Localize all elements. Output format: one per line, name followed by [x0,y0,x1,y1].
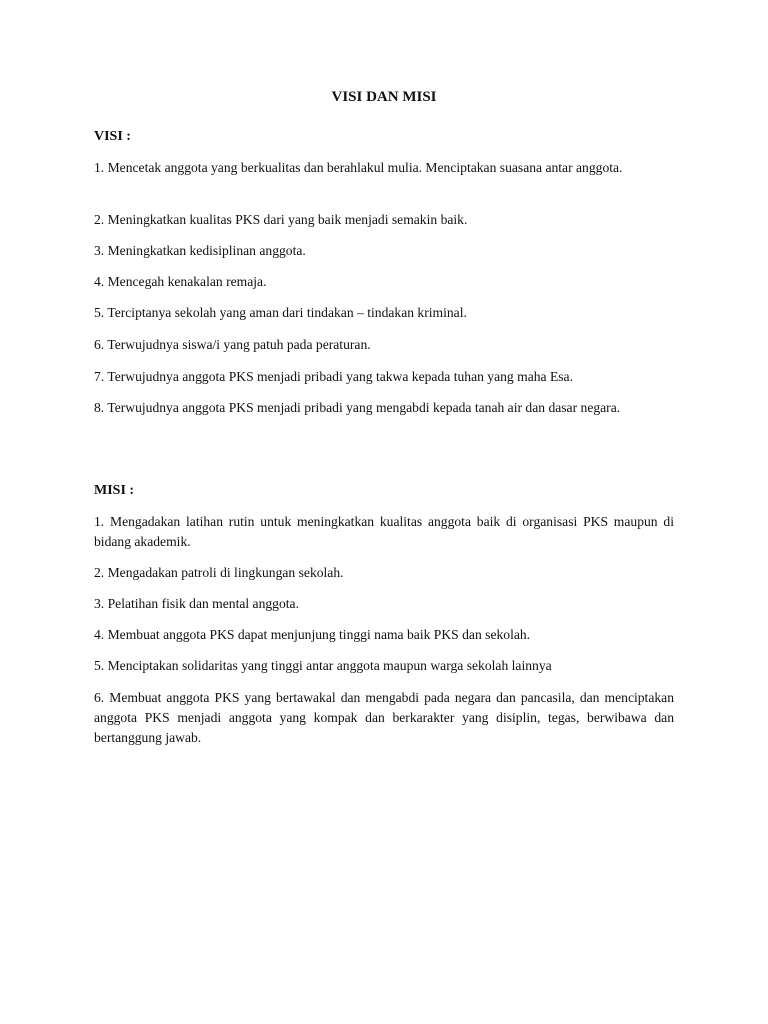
visi-item-2: 2. Meningkatkan kualitas PKS dari yang baik menjadi semakin baik. [94,212,468,227]
misi-item-4: 4. Membuat anggota PKS dapat menjunjung tinggi nama baik PKS dan sekolah. [94,627,531,642]
misi-item-6: 6. Membuat anggota PKS yang bertawakal dan mengabdi pada negara dan pancasila, dan menciptakan anggota PKS menjadi anggota yang kompak dan berkarakter yang disiplin, tegas, berwibawa dan bertanggung jawab. [94,690,674,745]
visi-item-7: 7. Terwujudnya anggota PKS menjadi pribadi yang takwa kepada tuhan yang maha Esa. [94,369,573,384]
visi-item-6: 6. Terwujudnya siswa/i yang patuh pada peraturan. [94,337,371,352]
visi-item-5: 5. Terciptanya sekolah yang aman dari tindakan – tindakan kriminal. [94,305,467,320]
misi-item-2: 2. Mengadakan patroli di lingkungan sekolah. [94,565,344,580]
misi-item-3: 3. Pelatihan fisik dan mental anggota. [94,596,299,611]
visi-item-3: 3. Meningkatkan kedisiplinan anggota. [94,243,306,258]
visi-item-1: 1. Mencetak anggota yang berkualitas dan berahlakul mulia. Menciptakan suasana antar anggota. [94,160,623,175]
misi-item-1: 1. Mengadakan latihan rutin untuk meningkatkan kualitas anggota baik di organisasi PKS maupun di bidang akademik. [94,514,674,549]
document-title: VISI DAN MISI [331,89,437,105]
misi-heading: MISI : [94,483,135,498]
visi-heading: VISI : [94,129,131,144]
misi-item-5: 5. Menciptakan solidaritas yang tinggi antar anggota maupun warga sekolah lainnya [94,658,552,673]
visi-item-4: 4. Mencegah kenakalan remaja. [94,274,267,289]
visi-item-8: 8. Terwujudnya anggota PKS menjadi pribadi yang mengabdi kepada tanah air dan dasar negara. [94,400,621,415]
